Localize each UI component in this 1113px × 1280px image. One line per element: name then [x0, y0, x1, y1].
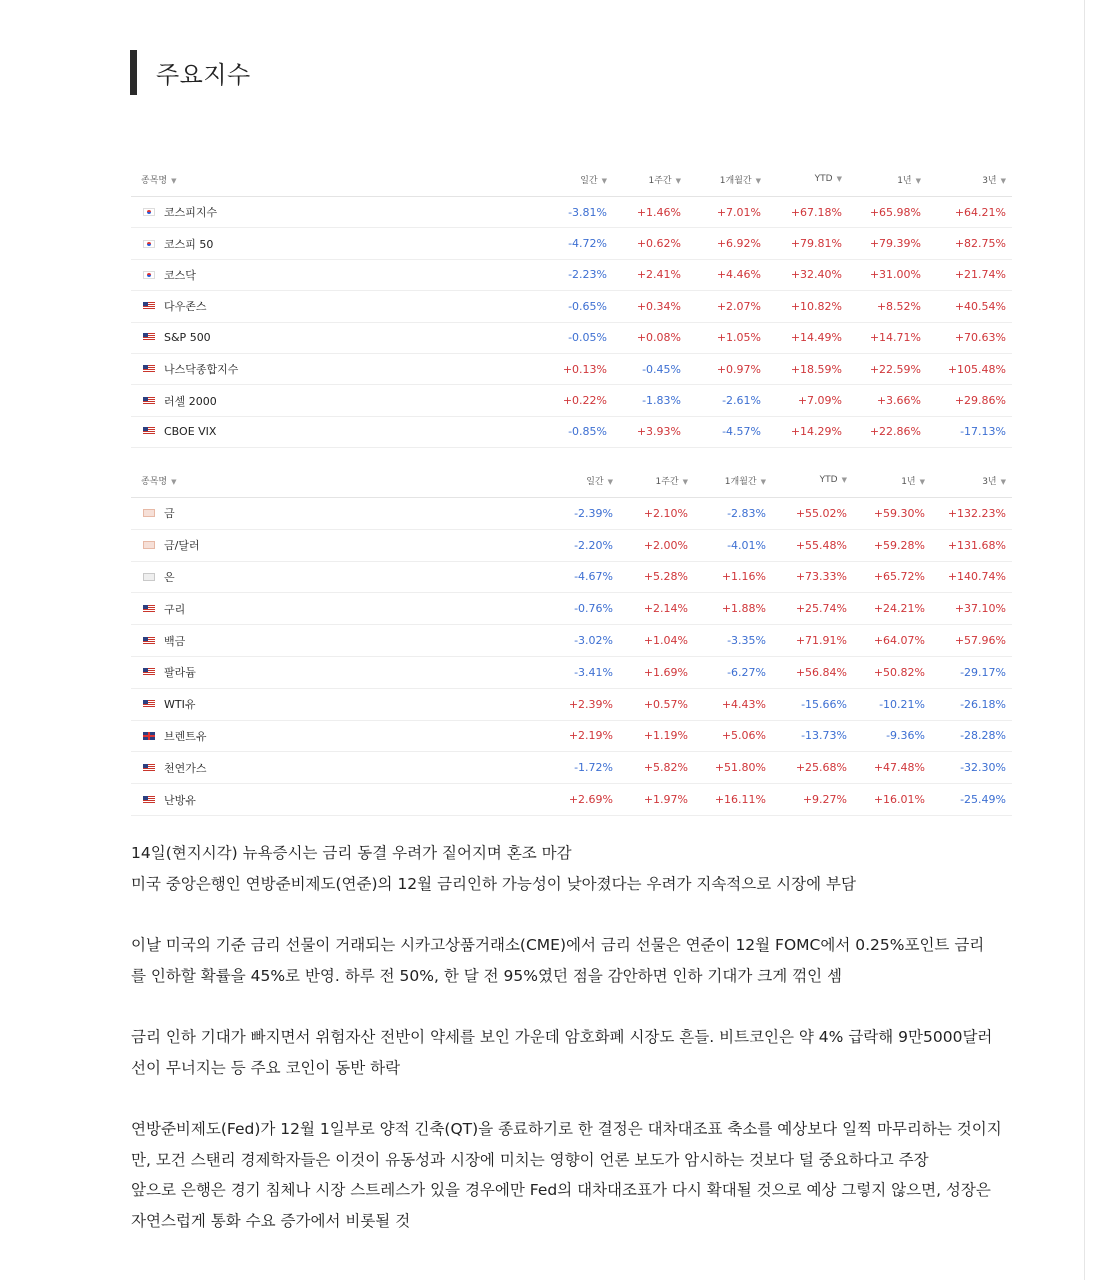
instrument-name[interactable]: 천연가스 [164, 761, 207, 775]
row-name-cell[interactable] [131, 416, 531, 447]
row-name-cell[interactable] [131, 625, 531, 657]
instrument-name[interactable]: 러셀 2000 [164, 394, 217, 408]
change-value-cell: +2.19% [531, 720, 619, 752]
sort-caret-icon: ▼ [1000, 176, 1006, 185]
column-header-period[interactable] [848, 162, 927, 197]
change-value-cell: -9.36% [853, 720, 931, 752]
row-name-cell[interactable] [131, 720, 531, 752]
change-value-cell: +40.54% [927, 291, 1012, 322]
instrument-name[interactable]: 은 [164, 570, 175, 584]
us-flag-icon [143, 365, 155, 373]
column-header-period[interactable] [853, 463, 931, 498]
change-value-cell: -0.85% [531, 416, 613, 447]
us-flag-icon [143, 700, 155, 708]
page-title: 주요지수 [156, 61, 251, 89]
change-value-cell: -0.05% [531, 322, 613, 353]
instrument-name[interactable]: S&P 500 [164, 331, 211, 345]
column-header-label: 1년 [897, 175, 912, 186]
change-value-cell: +37.10% [931, 593, 1012, 625]
change-value-cell: +55.48% [772, 529, 853, 561]
us-flag-icon [143, 637, 155, 645]
change-value-cell: -2.61% [687, 385, 767, 416]
change-value-cell: +1.05% [687, 322, 767, 353]
instrument-name[interactable]: 백금 [164, 634, 186, 648]
sort-caret-icon: ▼ [1000, 477, 1006, 486]
row-name-cell[interactable] [131, 784, 531, 816]
change-value-cell: +3.93% [613, 416, 687, 447]
article-paragraph [131, 838, 1031, 899]
change-value-cell: -25.49% [931, 784, 1012, 816]
gold-flag-icon [143, 509, 155, 517]
change-value-cell: -6.27% [694, 656, 772, 688]
us-flag-icon [143, 796, 155, 804]
row-name-cell[interactable] [131, 752, 531, 784]
sort-caret-icon: ▼ [675, 176, 681, 185]
change-value-cell: -4.67% [531, 561, 619, 593]
paragraph-line: 만, 모건 스탠리 경제학자들은 이것이 유동성과 시장에 미치는 영향이 언론 보도가 암시하는 것보다 덜 중요하다고 주장 [131, 1150, 929, 1169]
table-row[interactable] [131, 322, 1012, 353]
change-value-cell: +55.02% [772, 498, 853, 530]
change-value-cell: +18.59% [767, 353, 848, 384]
table-row[interactable] [131, 625, 1012, 657]
change-value-cell: +16.01% [853, 784, 931, 816]
change-value-cell: +51.80% [694, 752, 772, 784]
paragraph-line: 선이 무너지는 등 주요 코인이 동반 하락 [131, 1058, 401, 1077]
change-value-cell: +24.21% [853, 593, 931, 625]
change-value-cell: +57.96% [931, 625, 1012, 657]
sort-caret-icon: ▼ [841, 476, 847, 484]
column-header-label: 종목명 [141, 476, 168, 487]
row-name-cell[interactable] [131, 498, 531, 530]
article-paragraph [131, 1114, 1031, 1236]
row-name-cell[interactable] [131, 228, 531, 259]
paragraph-line: 14일(현지시각) 뉴욕증시는 금리 동결 우려가 짙어지며 혼조 마감 [131, 844, 572, 862]
commodities-table [131, 463, 1012, 816]
change-value-cell: -0.76% [531, 593, 619, 625]
change-value-cell: +0.22% [531, 385, 613, 416]
instrument-name[interactable]: 다우존스 [164, 300, 207, 314]
change-value-cell: +22.59% [848, 353, 927, 384]
sort-caret-icon: ▼ [755, 176, 761, 185]
column-header-label: 일간 [580, 175, 598, 186]
column-header-label: YTD [814, 174, 833, 184]
column-header-period[interactable] [531, 162, 613, 197]
table-row[interactable] [131, 353, 1012, 384]
table-row[interactable] [131, 720, 1012, 752]
change-value-cell: +2.39% [531, 688, 619, 720]
change-value-cell: -4.72% [531, 228, 613, 259]
change-value-cell: +82.75% [927, 228, 1012, 259]
table-row[interactable] [131, 784, 1012, 816]
column-header-period[interactable] [694, 463, 772, 498]
change-value-cell: +25.68% [772, 752, 853, 784]
indices-table [131, 162, 1012, 448]
change-value-cell: +59.28% [853, 529, 931, 561]
change-value-cell: -28.28% [931, 720, 1012, 752]
row-name-cell[interactable] [131, 291, 531, 322]
table-row[interactable] [131, 228, 1012, 259]
paragraph-line: 앞으로 은행은 경기 침체나 시장 스트레스가 있을 경우에만 Fed의 대차대조표가 다시 확대될 것으로 예상 그렇지 않으면, 성장은 [131, 1181, 991, 1199]
change-value-cell: +70.63% [927, 322, 1012, 353]
us-flag-icon [143, 302, 155, 310]
instrument-name[interactable]: 코스피 50 [164, 237, 214, 251]
change-value-cell: -0.65% [531, 291, 613, 322]
change-value-cell: -3.81% [531, 197, 613, 228]
change-value-cell: +1.16% [694, 561, 772, 593]
article-paragraph [131, 1022, 1031, 1083]
column-header-period[interactable] [927, 162, 1012, 197]
column-header-period[interactable] [613, 162, 687, 197]
table-row[interactable] [131, 197, 1012, 228]
change-value-cell: +5.82% [619, 752, 694, 784]
sort-caret-icon: ▼ [915, 176, 921, 185]
row-name-cell[interactable] [131, 259, 531, 290]
change-value-cell: +2.10% [619, 498, 694, 530]
change-value-cell: +4.43% [694, 688, 772, 720]
row-name-cell[interactable] [131, 593, 531, 625]
table-row[interactable] [131, 529, 1012, 561]
change-value-cell: +71.91% [772, 625, 853, 657]
change-value-cell: +1.19% [619, 720, 694, 752]
change-value-cell: +8.52% [848, 291, 927, 322]
change-value-cell: -0.45% [613, 353, 687, 384]
column-header-period[interactable] [931, 463, 1012, 498]
page-edge-divider [1084, 0, 1085, 1280]
paragraph-line: 를 인하할 확률을 45%로 반영. 하루 전 50%, 한 달 전 95%였던 점을 감안하면 인하 기대가 크게 꺾인 셈 [131, 966, 842, 985]
sort-caret-icon: ▼ [171, 176, 177, 185]
change-value-cell: +1.69% [619, 656, 694, 688]
change-value-cell: +59.30% [853, 498, 931, 530]
change-value-cell: +32.40% [767, 259, 848, 290]
column-header-name[interactable] [131, 162, 531, 197]
change-value-cell: +56.84% [772, 656, 853, 688]
change-value-cell: -1.72% [531, 752, 619, 784]
change-value-cell: +2.41% [613, 259, 687, 290]
column-header-period[interactable] [531, 463, 619, 498]
change-value-cell: +16.11% [694, 784, 772, 816]
indices-header-row [131, 162, 1012, 197]
change-value-cell: +5.28% [619, 561, 694, 593]
change-value-cell: -32.30% [931, 752, 1012, 784]
change-value-cell: -1.83% [613, 385, 687, 416]
change-value-cell: -3.35% [694, 625, 772, 657]
row-name-cell[interactable] [131, 561, 531, 593]
column-header-label: 1년 [901, 476, 916, 487]
change-value-cell: +5.06% [694, 720, 772, 752]
table-row[interactable] [131, 752, 1012, 784]
column-header-label: YTD [819, 475, 838, 485]
change-value-cell: +7.09% [767, 385, 848, 416]
column-header-label: 1개월간 [719, 175, 752, 186]
change-value-cell: +0.62% [613, 228, 687, 259]
change-value-cell: +73.33% [772, 561, 853, 593]
change-value-cell: +0.34% [613, 291, 687, 322]
instrument-name[interactable]: 브렌트유 [164, 729, 207, 743]
paragraph-line: 연방준비제도(Fed)가 12월 1일부로 양적 긴축(QT)을 종료하기로 한 결정은 대차대조표 축소를 예상보다 일찍 마무리하는 것이지 [131, 1120, 1002, 1138]
change-value-cell: -15.66% [772, 688, 853, 720]
change-value-cell: +67.18% [767, 197, 848, 228]
column-header-label: 일간 [586, 476, 604, 487]
table-row[interactable] [131, 561, 1012, 593]
change-value-cell: -4.01% [694, 529, 772, 561]
row-name-cell[interactable] [131, 385, 531, 416]
sort-caret-icon: ▼ [836, 175, 842, 183]
change-value-cell: +31.00% [848, 259, 927, 290]
column-header-label: 1주간 [655, 476, 679, 487]
change-value-cell: +1.97% [619, 784, 694, 816]
column-header-name[interactable] [131, 463, 531, 498]
section-heading [130, 50, 251, 95]
table-row[interactable] [131, 656, 1012, 688]
change-value-cell: +0.57% [619, 688, 694, 720]
change-value-cell: +25.74% [772, 593, 853, 625]
change-value-cell: +7.01% [687, 197, 767, 228]
commodities-header-row [131, 463, 1012, 498]
change-value-cell: +64.21% [927, 197, 1012, 228]
paragraph-line: 금리 인하 기대가 빠지면서 위험자산 전반이 약세를 보인 가운데 암호화폐 시장도 흔들. 비트코인은 약 4% 급락해 9만5000달러 [131, 1028, 993, 1046]
table-row[interactable] [131, 291, 1012, 322]
change-value-cell: +14.49% [767, 322, 848, 353]
change-value-cell: +79.81% [767, 228, 848, 259]
change-value-cell: +22.86% [848, 416, 927, 447]
change-value-cell: +3.66% [848, 385, 927, 416]
instrument-name[interactable]: 코스닥 [164, 268, 196, 282]
change-value-cell: +1.04% [619, 625, 694, 657]
change-value-cell: -2.23% [531, 259, 613, 290]
change-value-cell: -2.83% [694, 498, 772, 530]
row-name-cell[interactable] [131, 353, 531, 384]
us-flag-icon [143, 668, 155, 676]
change-value-cell: +0.97% [687, 353, 767, 384]
column-header-period[interactable] [772, 463, 853, 498]
kr-flag-icon [143, 208, 155, 216]
change-value-cell: +29.86% [927, 385, 1012, 416]
gb-flag-icon [143, 732, 155, 740]
article-paragraph [131, 930, 1031, 991]
column-header-period[interactable] [767, 162, 848, 197]
change-value-cell: -10.21% [853, 688, 931, 720]
table-row[interactable] [131, 259, 1012, 290]
change-value-cell: +0.13% [531, 353, 613, 384]
instrument-name[interactable]: 나스닥종합지수 [164, 363, 239, 377]
paragraph-line: 자연스럽게 통화 수요 증가에서 비롯될 것 [131, 1211, 411, 1230]
change-value-cell: +47.48% [853, 752, 931, 784]
paragraph-line: 미국 중앙은행인 연방준비제도(연준)의 12월 금리인하 가능성이 낮아졌다는 우려가 지속적으로 시장에 부담 [131, 874, 856, 893]
heading-accent-bar [130, 50, 137, 95]
change-value-cell: +1.46% [613, 197, 687, 228]
row-name-cell[interactable] [131, 688, 531, 720]
change-value-cell: +6.92% [687, 228, 767, 259]
column-header-period[interactable] [687, 162, 767, 197]
change-value-cell: +64.07% [853, 625, 931, 657]
change-value-cell: +14.71% [848, 322, 927, 353]
sort-caret-icon: ▼ [682, 477, 688, 486]
table-row[interactable] [131, 385, 1012, 416]
instrument-name[interactable]: CBOE VIX [164, 425, 217, 439]
change-value-cell: +65.98% [848, 197, 927, 228]
us-flag-icon [143, 605, 155, 613]
instrument-name[interactable]: 구리 [164, 602, 186, 616]
sort-caret-icon: ▼ [760, 477, 766, 486]
gold-flag-icon [143, 541, 155, 549]
instrument-name[interactable]: 금 [164, 507, 175, 521]
change-value-cell: -29.17% [931, 656, 1012, 688]
table-row[interactable] [131, 688, 1012, 720]
change-value-cell: -2.20% [531, 529, 619, 561]
row-name-cell[interactable] [131, 656, 531, 688]
column-header-period[interactable] [619, 463, 694, 498]
us-flag-icon [143, 397, 155, 405]
instrument-name[interactable]: WTI유 [164, 698, 196, 712]
instrument-name[interactable]: 금/달러 [164, 539, 200, 553]
change-value-cell: +1.88% [694, 593, 772, 625]
kr-flag-icon [143, 240, 155, 248]
change-value-cell: +2.69% [531, 784, 619, 816]
instrument-name[interactable]: 난방유 [164, 793, 196, 807]
sort-caret-icon: ▼ [601, 176, 607, 185]
change-value-cell: +14.29% [767, 416, 848, 447]
row-name-cell[interactable] [131, 322, 531, 353]
sort-caret-icon: ▼ [919, 477, 925, 486]
us-flag-icon [143, 427, 155, 435]
change-value-cell: +0.08% [613, 322, 687, 353]
column-header-label: 1개월간 [724, 476, 757, 487]
change-value-cell: +65.72% [853, 561, 931, 593]
sort-caret-icon: ▼ [607, 477, 613, 486]
change-value-cell: +21.74% [927, 259, 1012, 290]
change-value-cell: +2.14% [619, 593, 694, 625]
article-body [131, 838, 1031, 1267]
change-value-cell: +132.23% [931, 498, 1012, 530]
table-row[interactable] [131, 593, 1012, 625]
change-value-cell: +50.82% [853, 656, 931, 688]
column-header-label: 종목명 [141, 175, 168, 186]
change-value-cell: -3.02% [531, 625, 619, 657]
us-flag-icon [143, 333, 155, 341]
sort-caret-icon: ▼ [171, 477, 177, 486]
change-value-cell: +2.07% [687, 291, 767, 322]
column-header-label: 1주간 [648, 175, 672, 186]
instrument-name[interactable]: 코스피지수 [164, 206, 218, 220]
change-value-cell: +2.00% [619, 529, 694, 561]
change-value-cell: +105.48% [927, 353, 1012, 384]
table-row[interactable] [131, 498, 1012, 530]
kr-flag-icon [143, 271, 155, 279]
silver-flag-icon [143, 573, 155, 581]
change-value-cell: -17.13% [927, 416, 1012, 447]
change-value-cell: -3.41% [531, 656, 619, 688]
change-value-cell: +79.39% [848, 228, 927, 259]
change-value-cell: +140.74% [931, 561, 1012, 593]
table-row[interactable] [131, 416, 1012, 447]
row-name-cell[interactable] [131, 197, 531, 228]
change-value-cell: -4.57% [687, 416, 767, 447]
row-name-cell[interactable] [131, 529, 531, 561]
paragraph-line: 이날 미국의 기준 금리 선물이 거래되는 시카고상품거래소(CME)에서 금리 선물은 연준이 12월 FOMC에서 0.25%포인트 금리 [131, 936, 985, 954]
change-value-cell: -2.39% [531, 498, 619, 530]
change-value-cell: +10.82% [767, 291, 848, 322]
column-header-label: 3년 [982, 175, 997, 186]
change-value-cell: +9.27% [772, 784, 853, 816]
instrument-name[interactable]: 팔라듐 [164, 666, 196, 680]
change-value-cell: +131.68% [931, 529, 1012, 561]
change-value-cell: -13.73% [772, 720, 853, 752]
change-value-cell: +4.46% [687, 259, 767, 290]
change-value-cell: -26.18% [931, 688, 1012, 720]
column-header-label: 3년 [982, 476, 997, 487]
us-flag-icon [143, 764, 155, 772]
